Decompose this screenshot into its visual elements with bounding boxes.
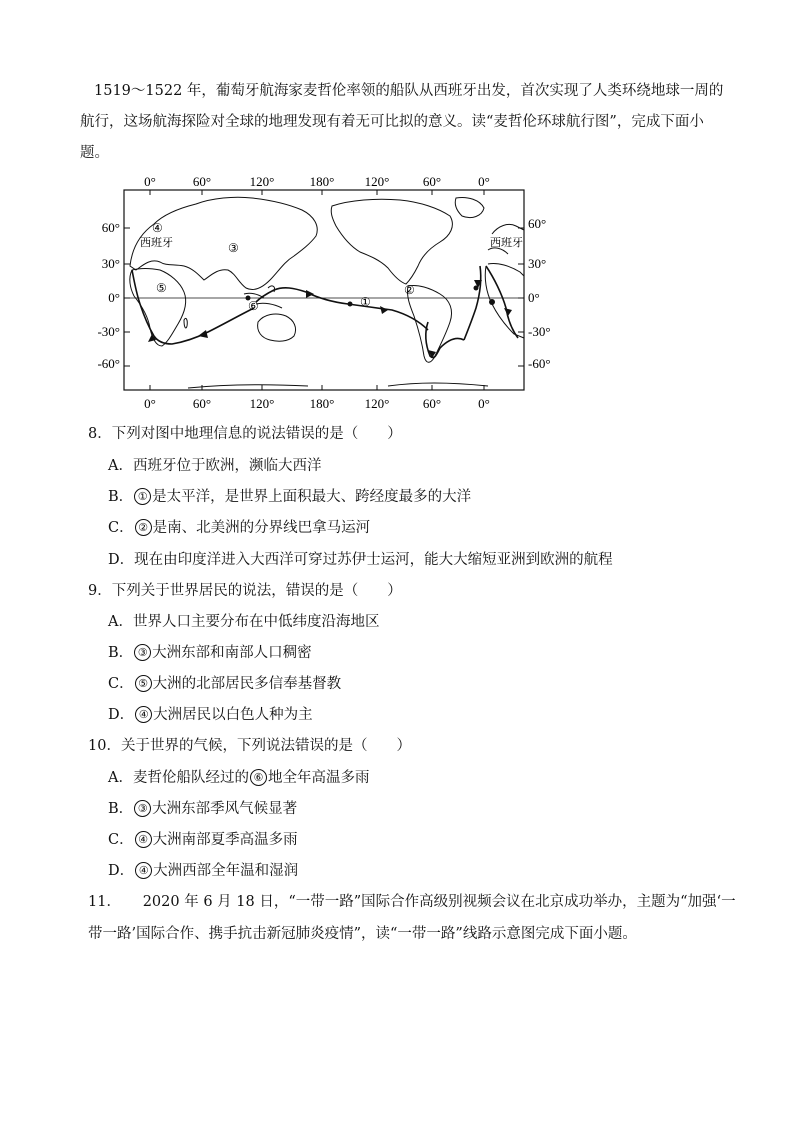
q9-option-b [108,643,312,663]
top-lon-label: 120° [364,174,390,189]
circled-number: ③ [134,644,151,661]
option-text: 大洲南部夏季高温多雨 [152,832,298,848]
option-letter: C． [108,832,134,848]
map-frame [124,190,524,390]
left-lat-label: 0° [108,290,120,305]
option-text: 大洲居民以白色人种为主 [153,707,313,723]
circled-number: ④ [135,862,152,879]
circled-number: ② [135,519,152,536]
q11-line-2: 带一路’国际合作、携手抗击新冠肺炎疫情”，读“一带一路”线路示意图完成下面小题。 [88,926,637,942]
left-lat-label: -30° [97,324,120,339]
marker-1: ① [360,295,371,309]
option-letter: D． [108,863,135,879]
circled-number: ④ [135,706,152,723]
q10-option-c [108,830,298,850]
bottom-lon-label: 120° [249,396,275,411]
option-letter: B． [108,489,134,505]
option-text: A．麦哲伦船队经过的 [108,770,249,786]
q10-option-d [108,861,298,881]
option-letter: D． [108,707,135,723]
bottom-lon-label: 60° [192,396,212,411]
marker-2: ② [404,283,415,297]
q8-stem: 8．下列对图中地理信息的说法错误的是（ ） [88,426,402,442]
circled-number: ⑥ [250,769,267,786]
option-text: 大洲西部全年温和湿润 [153,863,299,879]
route-dot [489,299,495,305]
top-lon-label: 60° [422,174,442,189]
bottom-lon-label: 0° [144,396,156,411]
q8-option-c [108,518,370,538]
spain-label-left: 西班牙 [140,237,173,249]
top-lon-label: 0° [478,174,490,189]
marker-3: ③ [228,241,239,255]
bottom-lon-label: 180° [309,396,335,411]
option-text: 地全年高温多雨 [267,770,370,786]
q10-option-a [108,768,369,788]
circled-number: ① [134,488,151,505]
magellan-voyage-map [88,170,551,411]
option-letter: C． [108,520,134,536]
option-text: 是南、北美洲的分界线巴拿马运河 [152,520,371,536]
option-text: 大洲的北部居民多信奉基督教 [152,676,342,692]
option-text: 大洲东部和南部人口稠密 [152,645,312,661]
q8-option-a: A．西班牙位于欧洲，濒临大西洋 [108,458,322,474]
option-letter: B． [108,645,134,661]
route-dot [348,302,353,307]
q9-stem: 9．下列关于世界居民的说法，错误的是（ ） [88,583,402,599]
left-lat-label: -60° [97,356,120,371]
option-letter: B． [108,801,134,817]
marker-6: ⑥ [248,299,259,313]
q9-option-c [108,674,341,694]
option-text: 是太平洋，是世界上面积最大、跨经度最多的大洋 [152,489,472,505]
top-lon-label: 120° [249,174,275,189]
q9-option-d [108,705,313,725]
circled-number: ④ [135,831,152,848]
right-lat-label: -30° [528,324,551,339]
spain-label-right: 西班牙 [490,237,523,249]
marker-4: ④ [152,221,163,235]
left-lat-label: 30° [101,256,120,271]
circled-number: ③ [134,800,151,817]
intro-line-1: 1519～1522 年，葡萄牙航海家麦哲伦率领的船队从西班牙出发，首次实现了人类环绕地球一周的 [94,83,724,99]
map-svg [88,170,551,411]
top-lon-label: 0° [144,174,156,189]
q11-line-1: 11． 2020 年 6 月 18 日，“一带一路”国际合作高级别视频会议在北京成功举办，主题为“加强‘一 [88,894,736,910]
q8-option-b [108,487,471,507]
route-dot [474,286,479,291]
intro-line-3: 题。 [80,145,109,161]
bottom-lon-label: 0° [478,396,490,411]
circled-number: ⑤ [135,675,152,692]
intro-paragraph [80,76,728,169]
right-lat-label: 60° [528,216,547,231]
left-lat-label: 60° [101,220,120,235]
q10-stem: 10．关于世界的气候，下列说法错误的是（ ） [88,738,411,754]
q10-option-b [108,799,297,819]
bottom-lon-label: 120° [364,396,390,411]
bottom-lon-label: 60° [422,396,442,411]
top-lon-label: 60° [192,174,212,189]
q9-option-a: A．世界人口主要分布在中低纬度沿海地区 [108,614,380,630]
option-letter: C． [108,676,134,692]
right-lat-label: 0° [528,290,540,305]
q8-option-d: D．现在由印度洋进入大西洋可穿过苏伊士运河，能大大缩短亚洲到欧洲的航程 [108,552,613,568]
right-lat-label: -60° [528,356,551,371]
marker-5: ⑤ [156,281,167,295]
option-text: 大洲东部季风气候显著 [152,801,298,817]
right-lat-label: 30° [528,256,547,271]
intro-line-2: 航行，这场航海探险对全球的地理发现有着无可比拟的意义。读“麦哲伦环球航行图”，完成下面小 [80,114,704,130]
top-lon-label: 180° [309,174,335,189]
